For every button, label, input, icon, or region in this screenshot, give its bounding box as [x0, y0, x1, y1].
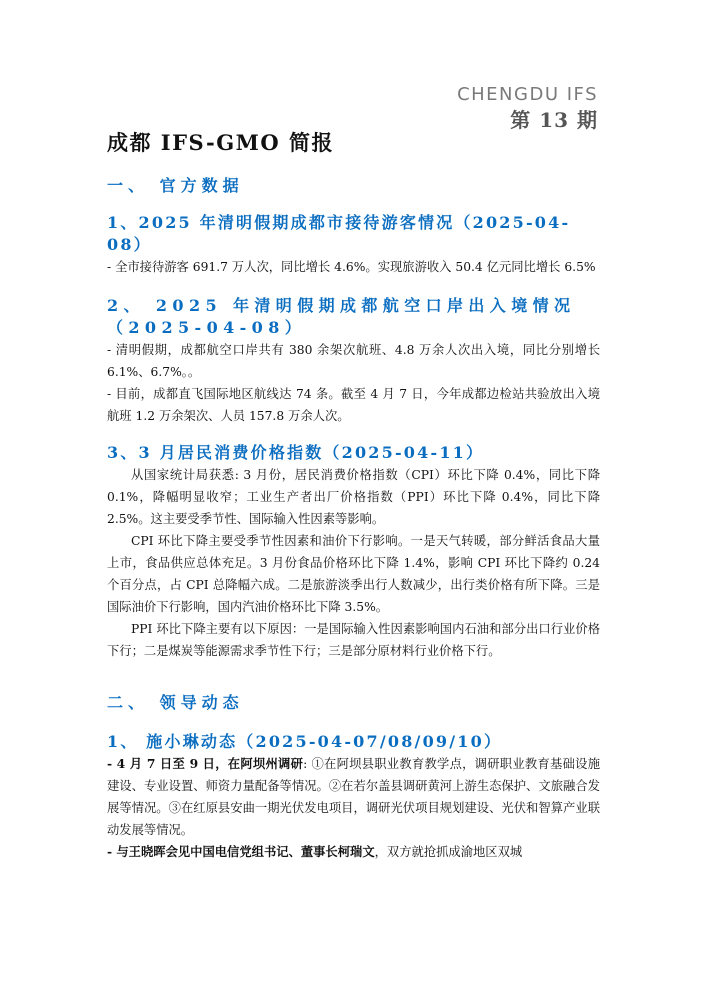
subsection-heading-qingming-tourism: 1、2025 年清明假期成都市接待游客情况（2025-04-08） [107, 213, 571, 254]
paragraph-text: : ①在阿坝县职业教育教学点，调研职业教育基础设施建设、专业设置、师资力量配备等情况。②在若尔盖县调研黄河上游生态保护、文旅融合发展等情况。③在红原县安曲一期光伏发电项目，调研光伏项目规划建设、光伏和智算产业联动发展等情况。 [107, 757, 600, 837]
subsection-heading-qingming-airport: 2、 2025 年清明假期成都航空口岸出入境情况（2025-04-08） [107, 296, 576, 337]
paragraph: CPI 环比下降主要受季节性因素和油价下行影响。一是天气转暖，部分鲜活食品大量上市，食品供应总体充足。3 月份食品价格环比下降 1.4%，影响 CPI 环比下降约 0.24 个百分点，占 CPI 总降幅六成。二是旅游淡季出行人数减少，出行类价格有所下降。三是国际油价下行影响，国内汽油价格环比下降 3.5%。 [107, 534, 600, 614]
document-body [107, 170, 600, 863]
document-title: 成都 IFS-GMO 简报 [107, 130, 334, 155]
subsection-heading-cpi: 3、3 月居民消费价格指数（2025-04-11） [107, 443, 485, 462]
paragraph-bold-lead: - 与王晓晖会见中国电信党组书记、董事长柯瑞文 [107, 844, 375, 859]
subsection-heading-shi-xiaolin: 1、 施小琳动态（2025-04-07/08/09/10） [107, 732, 503, 751]
paragraph: - 目前，成都直飞国际地区航线达 74 条。截至 4 月 7 日，今年成都边检站共验放出入境航班 1.2 万余架次、人员 157.8 万余人次。 [107, 387, 600, 423]
paragraph-bold-lead: - 4 月 7 日至 9 日，在阿坝州调研 [107, 756, 304, 771]
paragraph [107, 841, 600, 863]
paragraph-text: ，双方就抢抓成渝地区双城 [374, 845, 523, 859]
paragraph: PPI 环比下降主要有以下原因：一是国际输入性因素影响国内石油和部分出口行业价格下行；二是煤炭等能源需求季节性下行；三是部分原材料行业价格下行。 [107, 622, 600, 658]
paragraph: 从国家统计局获悉: 3 月份，居民消费价格指数（CPI）环比下降 0.4%，同比下降 0.1%，降幅明显收窄；工业生产者出厂价格指数（PPI）环比下降 0.4%，同比下降 2.5%。这主要受季节性、国际输入性因素等影响。 [107, 468, 600, 526]
issue-number: 第 13 期 [510, 108, 598, 132]
paragraph: - 清明假期，成都航空口岸共有 380 余架次航班、4.8 万余人次出入境，同比分别增长 6.1%、6.7%。。 [107, 343, 600, 379]
paragraph [107, 753, 600, 841]
section-heading-official-data: 一、 官方数据 [107, 176, 244, 195]
section-heading-leader-updates: 二、 领导动态 [107, 693, 244, 712]
brand-text: CHENGDU IFS [457, 84, 598, 105]
paragraph: - 全市接待游客 691.7 万人次，同比增长 4.6%。实现旅游收入 50.4 亿元同比增长 6.5% [107, 260, 596, 274]
